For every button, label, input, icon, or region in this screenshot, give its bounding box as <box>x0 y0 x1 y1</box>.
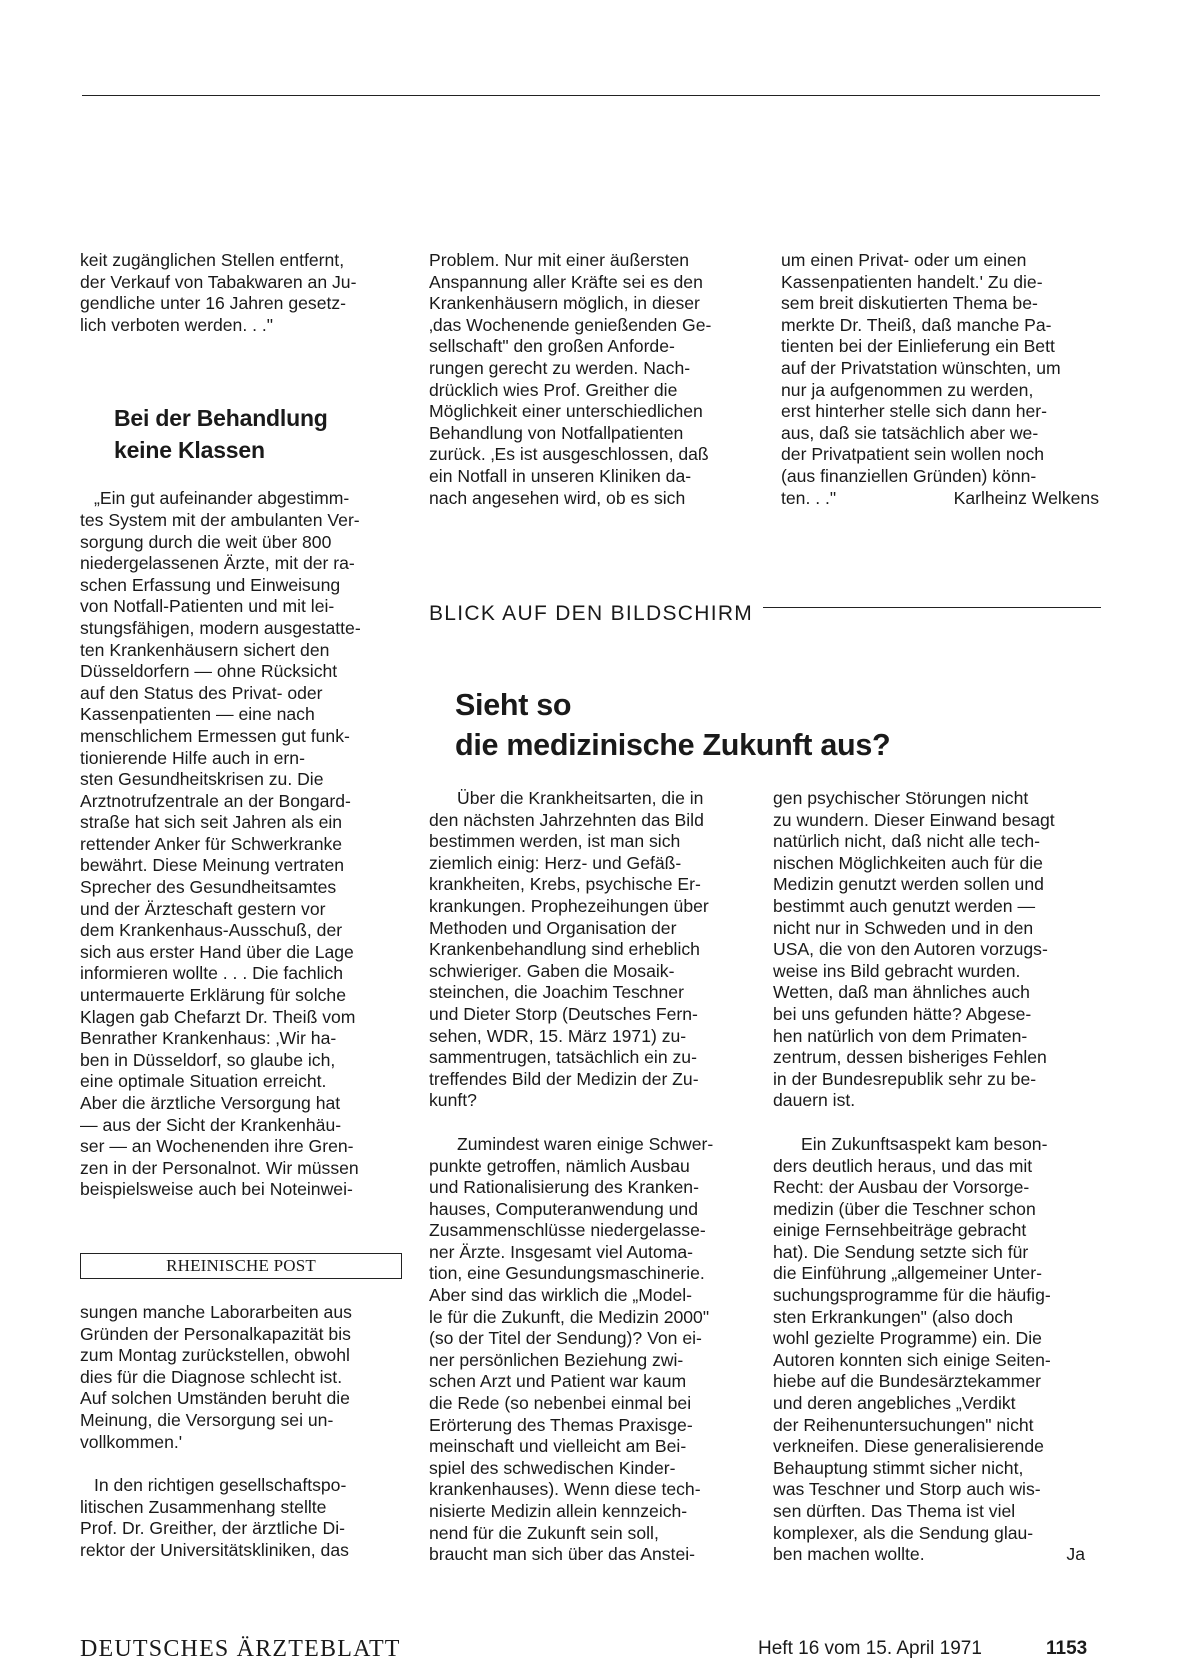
text-line: tion, eine Gesundungsmaschinerie. <box>429 1263 705 1284</box>
text-line: schwieriger. Gaben die Mosaik- <box>429 960 675 981</box>
text-line: USA, die von den Autoren vorzugs- <box>773 939 1048 960</box>
headline-line: Sieht so <box>455 688 572 722</box>
text-line: tienten bei der Einlieferung ein Bett <box>781 336 1055 357</box>
text-line: Methoden und Organisation der <box>429 917 677 938</box>
text-line: Aber die ärztliche Versorgung hat <box>80 1093 341 1113</box>
text-line: einige Fernsehbeiträge gebracht <box>773 1220 1027 1241</box>
text-line: bei uns gefunden hätte? Abgese- <box>773 1003 1032 1024</box>
text-line: Erörterung des Themas Praxisge- <box>429 1414 693 1435</box>
continuation-word: Ja <box>1066 1544 1085 1565</box>
text-line: Autoren konnten sich einige Seiten- <box>773 1349 1051 1370</box>
text-line: krankenhauses). Wenn diese tech- <box>429 1479 701 1500</box>
text-line: tes System mit der ambulanten Ver- <box>80 509 360 530</box>
text-line: ben machen wollte. <box>773 1544 925 1565</box>
text-line: hauses, Computeranwendung und <box>429 1198 698 1219</box>
publication-name: DEUTSCHES ÄRZTEBLATT <box>80 1636 401 1662</box>
text-line: Behauptung stimmt sicher nicht, <box>773 1457 1024 1478</box>
text-line: in der Bundesrepublik sehr zu be- <box>773 1068 1037 1089</box>
text-line: auf der Privatstation wünschten, um <box>781 357 1061 378</box>
text-line: eine optimale Situation erreicht. <box>80 1071 327 1092</box>
text-line: zurück. ‚Es ist ausgeschlossen, daß <box>429 444 709 465</box>
text-line: Zumindest waren einige Schwer- <box>457 1133 714 1154</box>
text-line: ser — an Wochenenden ihre Gren- <box>80 1136 354 1157</box>
text-line: zentrum, dessen bisheriges Fehlen <box>773 1047 1047 1068</box>
page-number: 1153 <box>1046 1638 1088 1659</box>
text-line: und der Ärzteschaft gestern vor <box>80 898 326 919</box>
text-line: nend für die Zukunft sein soll, <box>429 1522 659 1543</box>
text-line: sammentrugen, tatsächlich ein zu- <box>429 1047 697 1068</box>
text-line: tionierende Hilfe auch in ern- <box>80 747 305 768</box>
text-line: gendliche unter 16 Jahren gesetz- <box>80 293 347 314</box>
text-line: sorgung durch die weit über 800 <box>80 531 332 552</box>
text-line: medizin (über die Teschner schon <box>773 1198 1036 1219</box>
text-line: Ein Zukunftsaspekt kam beson- <box>801 1133 1048 1154</box>
text-line: sungen manche Laborarbeiten aus <box>80 1302 352 1322</box>
text-line: sten Gesundheitskrisen zu. Die <box>80 769 324 790</box>
text-line: straße hat sich seit Jahren als ein <box>80 812 343 833</box>
text-line: zum Montag zurückstellen, obwohl <box>80 1345 350 1366</box>
text-line: keit zugänglichen Stellen entfernt, <box>80 250 345 270</box>
subheading-line: keine Klassen <box>114 437 265 464</box>
text-line: Düsseldorfern — ohne Rücksicht <box>80 661 338 682</box>
text-line: erst hinterher stelle sich dann her- <box>781 401 1047 422</box>
subheading-line: Bei der Behandlung <box>114 405 328 432</box>
section-rubric <box>429 600 1101 628</box>
rubric-label: BLICK AUF DEN BILDSCHIRM <box>429 602 754 625</box>
source-label: RHEINISCHE POST <box>166 1256 316 1275</box>
text-line: schen Erfassung und Einweisung <box>80 574 341 595</box>
text-line: ben in Düsseldorf, so glaube ich, <box>80 1049 336 1070</box>
text-line: meinschaft und vielleicht am Bei- <box>429 1436 687 1457</box>
text-line: zen in der Personalnot. Wir müssen <box>80 1157 359 1178</box>
text-line: Krankenbehandlung sind erheblich <box>429 939 700 960</box>
text-line: schen Arzt und Patient war kaum <box>429 1371 687 1392</box>
text-line: Behandlung von Notfallpatienten <box>429 422 684 443</box>
text-line: wohl gezielte Programme) ein. Die <box>773 1328 1042 1349</box>
text-line: sen dürften. Das Thema ist viel <box>773 1501 1016 1521</box>
text-line: niedergelassenen Ärzte, mit der ra- <box>80 553 355 574</box>
text-line: braucht man sich über das Anstei- <box>429 1544 696 1565</box>
text-line: und deren angebliches „Verdikt <box>773 1393 1016 1414</box>
text-line: nur ja aufgenommen zu werden, <box>781 379 1034 400</box>
subheading <box>80 402 402 466</box>
text-line: und Dieter Storp (Deutsches Fern- <box>429 1003 698 1024</box>
text-line: sem breit diskutierten Thema be- <box>781 293 1038 314</box>
text-line: Prof. Dr. Greither, der ärztliche Di- <box>80 1518 345 1539</box>
text-line: untermauerte Erklärung für solche <box>80 985 346 1006</box>
text-line: ‚das Wochenende genießenden Ge- <box>429 314 712 335</box>
text-line: steinchen, die Joachim Teschner <box>429 982 684 1003</box>
text-line: le für die Zukunft, die Medizin 2000" <box>429 1306 710 1327</box>
text-line: Über die Krankheitsarten, die in <box>457 788 704 808</box>
text-line: um einen Privat- oder um einen <box>781 250 1027 270</box>
text-line: sellschaft" den großen Anforde- <box>429 336 675 357</box>
text-line: spiel des schwedischen Kinder- <box>429 1457 676 1478</box>
text-line: Problem. Nur mit einer äußersten <box>429 250 690 270</box>
text-line: menschlichem Ermessen gut funk- <box>80 725 350 746</box>
author-name: Karlheinz Welkens <box>953 487 1099 508</box>
text-line: auf den Status des Privat- oder <box>80 682 323 703</box>
text-line: Klagen gab Chefarzt Dr. Theiß vom <box>80 1006 356 1027</box>
text-line: Aber sind das wirklich die „Model- <box>429 1285 693 1306</box>
text-line: Benrather Krankenhaus: ‚Wir ha- <box>80 1028 337 1049</box>
text-line: rungen gerecht zu werden. Nach- <box>429 357 691 378</box>
text-line: nisierte Medizin allein kennzeich- <box>429 1501 688 1521</box>
text-line: treffendes Bild der Medizin der Zu- <box>429 1068 699 1089</box>
text-line: komplexer, als die Sendung glau- <box>773 1522 1034 1543</box>
text-line: beispielsweise auch bei Noteinwei- <box>80 1179 353 1200</box>
headline-line: die medizinische Zukunft aus? <box>455 728 891 762</box>
text-line: rettender Anker für Schwerkranke <box>80 833 343 854</box>
text-line: sten Erkrankungen" (also doch <box>773 1306 1013 1327</box>
text-line: nicht nur in Schweden und in den <box>773 917 1034 938</box>
text-line: ten. . ." <box>781 487 837 508</box>
text-line: Krankenhäusern möglich, in dieser <box>429 293 700 314</box>
text-line: Wetten, daß man ähnliches auch <box>773 982 1030 1003</box>
page-footer <box>80 1636 1100 1666</box>
column-5 <box>773 788 1099 1566</box>
column-2 <box>429 250 751 509</box>
text-line: Kassenpatienten — eine nach <box>80 704 315 725</box>
text-line: den nächsten Jahrzehnten das Bild <box>429 809 704 830</box>
rubric-rule <box>763 607 1101 608</box>
text-line: vollkommen.' <box>80 1431 183 1452</box>
text-line: „Ein gut aufeinander abgestimm- <box>94 488 350 509</box>
text-line: punkte getroffen, nämlich Ausbau <box>429 1155 690 1176</box>
text-line: merkte Dr. Theiß, daß manche Pa- <box>781 314 1052 335</box>
text-line: nischen Möglichkeiten auch für die <box>773 852 1043 873</box>
text-line: der Reihenuntersuchungen" nicht <box>773 1414 1034 1435</box>
text-line: bestimmt auch genutzt werden — <box>773 895 1036 916</box>
text-line: weise ins Bild gebracht wurden. <box>773 960 1021 981</box>
text-line: aus, daß sie tatsächlich aber we- <box>781 422 1039 443</box>
text-line: krankheiten, Krebs, psychische Er- <box>429 874 701 895</box>
text-line: lich verboten werden. . ." <box>80 314 274 335</box>
text-line: krankungen. Prophezeihungen über <box>429 895 709 916</box>
text-line: bestimmen werden, ist man sich <box>429 831 681 852</box>
text-line: rektor der Universitätskliniken, das <box>80 1539 349 1560</box>
text-line: ein Notfall in unseren Kliniken da- <box>429 465 692 486</box>
text-line: die Einführung „allgemeiner Unter- <box>773 1263 1042 1284</box>
text-line: Arztnotrufzentrale an der Bongard- <box>80 790 351 811</box>
text-line: dies für die Diagnose schlecht ist. <box>80 1366 343 1387</box>
issue-info: Heft 16 vom 15. April 1971 <box>758 1638 982 1659</box>
text-line: Kassenpatienten handelt.' Zu die- <box>781 271 1043 292</box>
text-line: kunft? <box>429 1090 477 1111</box>
text-line: dauern ist. <box>773 1090 856 1111</box>
text-line: von Notfall-Patienten und mit lei- <box>80 596 335 617</box>
text-line: litischen Zusammenhang stellte <box>80 1496 327 1517</box>
text-line: ders deutlich heraus, und das mit <box>773 1155 1033 1176</box>
text-line: Zusammenschlüsse niedergelasse- <box>429 1220 706 1241</box>
text-line: ner persönlichen Beziehung zwi- <box>429 1349 684 1370</box>
article-headline <box>455 685 1095 765</box>
text-line: In den richtigen gesellschaftspo- <box>94 1475 347 1496</box>
text-line: Möglichkeit einer unterschiedlichen <box>429 401 703 422</box>
text-line: dem Krankenhaus-Ausschuß, der <box>80 920 343 941</box>
text-line: hat). Die Sendung setzte sich für <box>773 1241 1029 1262</box>
text-line: sehen, WDR, 15. März 1971) zu- <box>429 1025 687 1046</box>
text-line: stungsfähigen, modern ausgestatte- <box>80 617 361 638</box>
text-line: Auf solchen Umständen beruht die <box>80 1388 350 1409</box>
text-line: gen psychischer Störungen nicht <box>773 788 1029 808</box>
text-line: informieren wollte . . . Die fachlich <box>80 963 344 984</box>
text-line: Anspannung aller Kräfte sei es den <box>429 271 703 292</box>
text-line: hen natürlich von dem Primaten- <box>773 1025 1028 1046</box>
text-line: Sprecher des Gesundheitsamtes <box>80 877 337 898</box>
text-line: (aus finanziellen Gründen) könn- <box>781 465 1037 486</box>
top-rule <box>82 95 1100 96</box>
signoff-line <box>773 1544 1099 1566</box>
text-line: die Rede (so nebenbei einmal bei <box>429 1393 692 1414</box>
column-3 <box>781 250 1101 509</box>
text-line: Gründen der Personalkapazität bis <box>80 1323 351 1344</box>
text-line: suchungsprogramme für die häufig- <box>773 1285 1051 1306</box>
text-line: verkneifen. Diese generalisierende <box>773 1436 1044 1457</box>
text-line: Recht: der Ausbau der Vorsorge- <box>773 1177 1030 1198</box>
text-line: Meinung, die Versorgung sei un- <box>80 1409 334 1430</box>
text-line: drücklich wies Prof. Greither die <box>429 379 678 400</box>
text-line: — aus der Sicht der Krankenhäu- <box>80 1114 342 1135</box>
column-1-continued <box>80 1302 402 1562</box>
text-line: und Rationalisierung des Kranken- <box>429 1177 699 1198</box>
text-line: zu wundern. Dieser Einwand besagt <box>773 809 1055 830</box>
text-line: (so der Titel der Sendung)? Von ei- <box>429 1328 702 1349</box>
text-line: ten Krankenhäusern sichert den <box>80 639 330 660</box>
source-box <box>80 1253 402 1279</box>
column-1 <box>80 250 402 1201</box>
text-line: sich aus erster Hand über die Lage <box>80 941 354 962</box>
text-line: ner Ärzte. Insgesamt viel Automa- <box>429 1241 694 1262</box>
text-line: Medizin genutzt werden sollen und <box>773 874 1044 895</box>
text-line: nach angesehen wird, ob es sich <box>429 487 686 508</box>
signoff-line <box>781 488 1101 510</box>
text-line: ziemlich einig: Herz- und Gefäß- <box>429 852 682 873</box>
text-line: der Privatpatient sein wollen noch <box>781 444 1045 465</box>
text-line: was Teschner und Storp auch wis- <box>773 1479 1041 1500</box>
text-line: der Verkauf von Tabakwaren an Ju- <box>80 271 357 292</box>
text-line: hiebe auf die Bundesärztekammer <box>773 1371 1041 1392</box>
text-line: bewährt. Diese Meinung vertraten <box>80 855 345 876</box>
text-line: natürlich nicht, daß nicht alle tech- <box>773 831 1040 852</box>
column-4 <box>429 788 751 1566</box>
